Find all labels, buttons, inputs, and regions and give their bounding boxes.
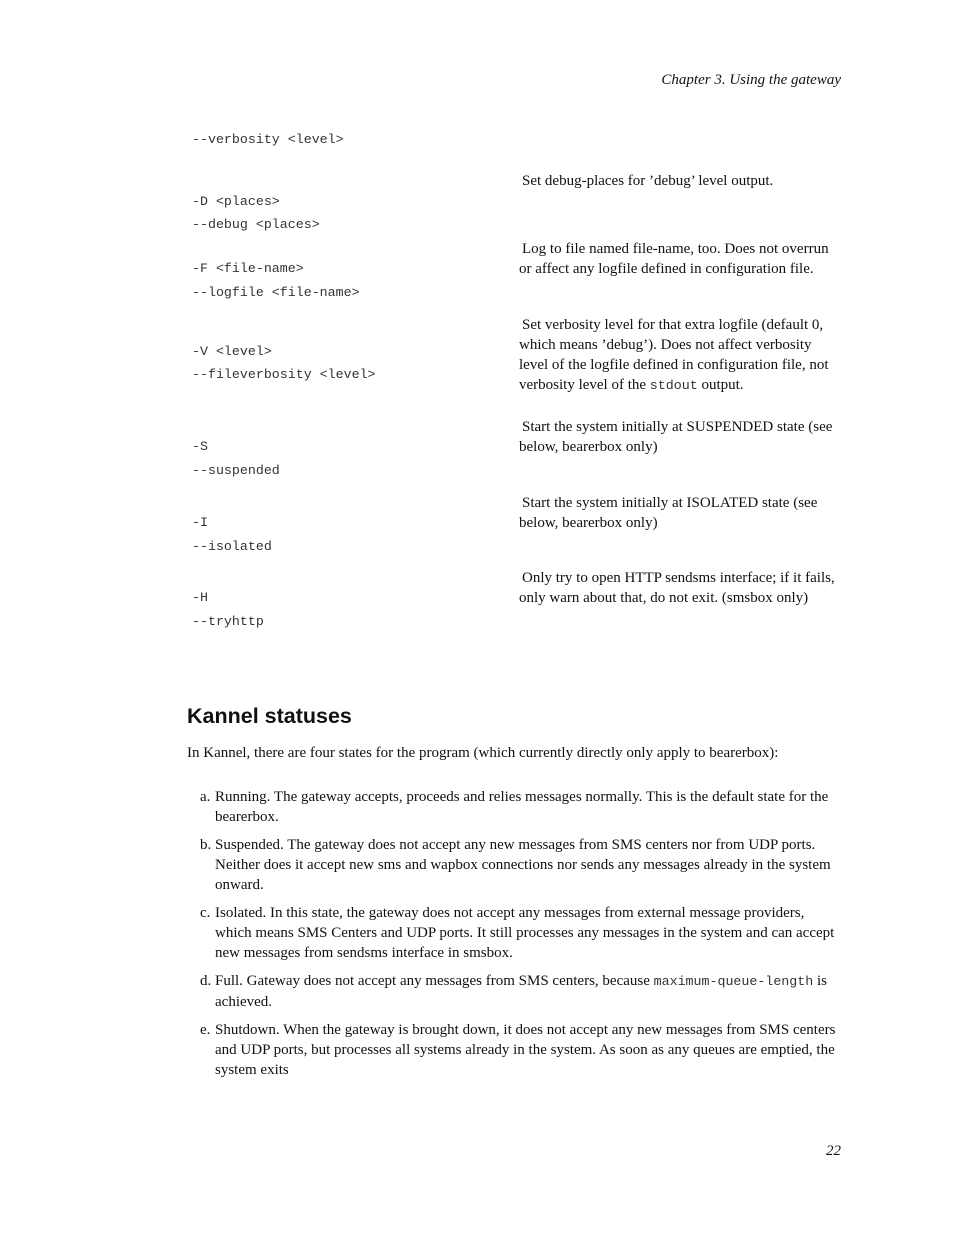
option-name: --isolated (192, 539, 272, 554)
list-marker: d. (200, 973, 212, 989)
option-description: Only try to open HTTP sendsms interface; if it fails, only warn about that, do not exit. (smsbox only) (519, 570, 835, 606)
option-description: Log to file named file-name, too. Does not overrun or affect any logfile defined in configuration file. (519, 241, 829, 277)
option-name: --debug <places> (192, 217, 320, 232)
list-item: b. Suspended. The gateway does not accept any new messages from SMS centers nor from UDP ports. Neither does it accept new sms and wapbox connections nor sends any messages already in the system onward. (200, 837, 831, 893)
page-number: 22 (826, 1143, 841, 1159)
section-title: Kannel statuses (187, 704, 352, 728)
option-name: -D <places> (192, 194, 280, 209)
list-marker: b. (200, 837, 212, 853)
inline-code: maximum-queue-length (653, 974, 814, 989)
option-description: Set debug-places for ’debug’ level output. (522, 173, 774, 189)
option-name: --logfile <file-name> (192, 285, 360, 300)
option-name: -H (192, 590, 208, 605)
option-name: --verbosity <level> (192, 132, 344, 147)
option-name: -S (192, 439, 208, 454)
list-marker: a. (200, 789, 211, 805)
option-description: Start the system initially at SUSPENDED state (see below, bearerbox only) (519, 419, 833, 455)
option-name: --suspended (192, 463, 280, 478)
list-item: a. Running. The gateway accepts, proceeds and relies messages normally. This is the default state for the bearerbox. (200, 789, 829, 825)
option-description: Set verbosity level for that extra logfile (default 0, which means ’debug’). Does not affect verbosity level of the logfile defined in configuration file, not verbosity level of the stdout output. (519, 317, 829, 393)
list-item: c. Isolated. In this state, the gateway does not accept any messages from external message providers, which means SMS Centers and UDP ports. It still processes any messages in the system and can accept new messages from sendsms interface in smsbox. (200, 905, 835, 961)
list-marker: e. (200, 1022, 211, 1038)
option-name: --tryhttp (192, 614, 264, 629)
option-name: -I (192, 515, 208, 530)
list-marker: c. (200, 905, 211, 921)
list-item: e. Shutdown. When the gateway is brought down, it does not accept any new messages from SMS centers and UDP ports, but processes all systems already in the system. As soon as any queues are emptied, the system exits (200, 1022, 836, 1078)
option-name: -F <file-name> (192, 261, 304, 276)
option-name: -V <level> (192, 344, 272, 359)
running-header: Chapter 3. Using the gateway (661, 72, 841, 88)
list-item: d. Full. Gateway does not accept any messages from SMS centers, because maximum-queue-length is achieved. (200, 973, 827, 1010)
section-intro: In Kannel, there are four states for the program (which currently directly only apply to bearerbox): (187, 745, 779, 761)
option-name: --fileverbosity <level> (192, 367, 376, 382)
states-list (187, 787, 839, 1088)
inline-code: stdout (649, 378, 698, 393)
option-description: Start the system initially at ISOLATED state (see below, bearerbox only) (519, 495, 818, 531)
